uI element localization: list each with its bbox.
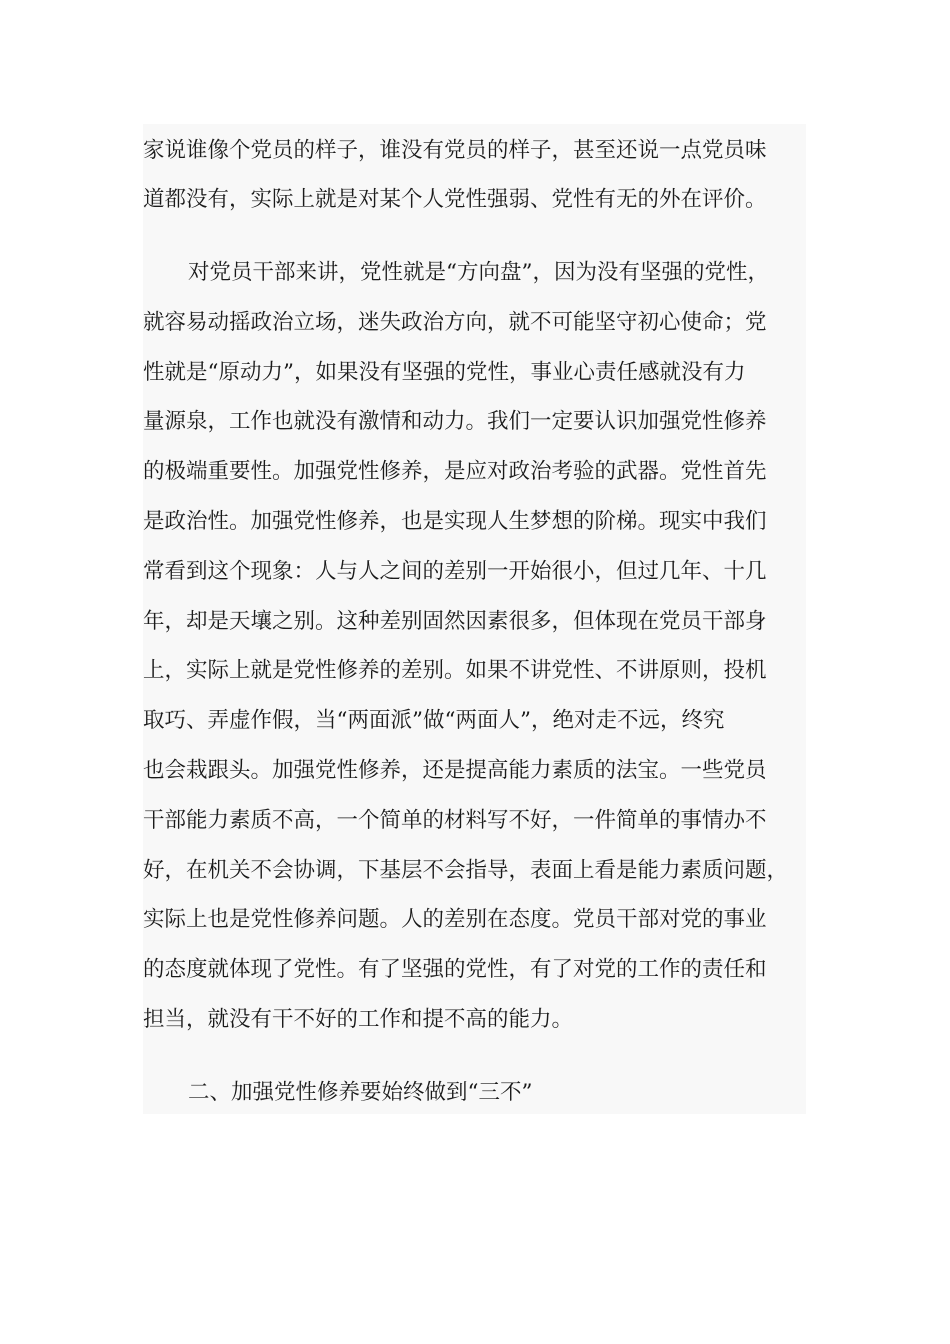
paragraph-line: 干部能力素质不高，一个简单的材料写不好，一件简单的事情办不 [143, 808, 767, 833]
paragraph-line: 对党员干部来讲，党性就是“方向盘”，因为没有坚强的党性， [188, 260, 769, 285]
paragraph-line: 担当，就没有干不好的工作和提不高的能力。 [143, 1007, 574, 1032]
paragraph-line: 年，却是天壤之别。这种差别固然因素很多，但体现在党员干部身 [143, 609, 767, 634]
paragraph-line: 家说谁像个党员的样子，谁没有党员的样子，甚至还说一点党员味 [143, 138, 767, 163]
paragraph-line: 上，实际上就是党性修养的差别。如果不讲党性、不讲原则，投机 [143, 658, 767, 683]
paragraph-line: 道都没有，实际上就是对某个人党性强弱、党性有无的外在评价。 [143, 187, 767, 212]
section-heading: 二、加强党性修养要始终做到“三不” [188, 1080, 533, 1105]
paragraph-line: 的态度就体现了党性。有了坚强的党性，有了对党的工作的责任和 [143, 957, 767, 982]
paragraph-line: 是政治性。加强党性修养，也是实现人生梦想的阶梯。现实中我们 [143, 509, 767, 534]
paragraph-line: 就容易动摇政治立场，迷失政治方向，就不可能坚守初心使命；党 [143, 310, 767, 335]
paragraph-line: 取巧、弄虚作假，当“两面派”做“两面人”，绝对走不远，终究 [143, 708, 725, 733]
paragraph-line: 好，在机关不会协调，下基层不会指导，表面上看是能力素质问题， [143, 858, 789, 883]
paragraph-line: 实际上也是党性修养问题。人的差别在态度。党员干部对党的事业 [143, 907, 767, 932]
paragraph-line: 性就是“原动力”，如果没有坚强的党性，事业心责任感就没有力 [143, 360, 746, 385]
paragraph-line: 常看到这个现象：人与人之间的差别一开始很小，但过几年、十几 [143, 559, 767, 584]
paragraph-line: 也会栽跟头。加强党性修养，还是提高能力素质的法宝。一些党员 [143, 758, 767, 783]
paragraph-line: 的极端重要性。加强党性修养，是应对政治考验的武器。党性首先 [143, 459, 767, 484]
paragraph-line: 量源泉，工作也就没有激情和动力。我们一定要认识加强党性修养 [143, 409, 767, 434]
